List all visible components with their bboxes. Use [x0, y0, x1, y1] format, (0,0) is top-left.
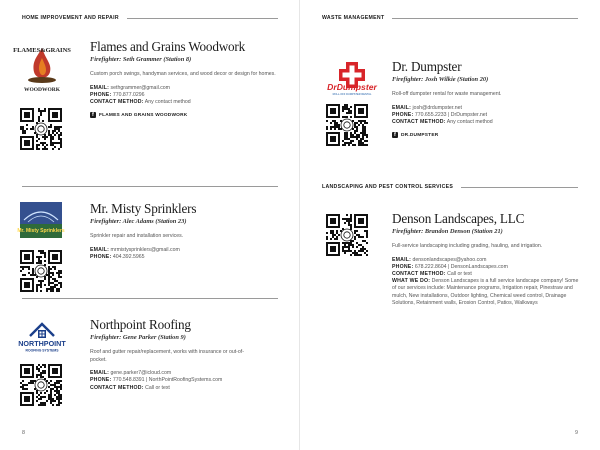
svg-text:ROOFING SYSTEMS: ROOFING SYSTEMS: [25, 348, 59, 353]
email-link[interactable]: mrmistysprinklers@gmail.com: [110, 246, 180, 253]
contact-block: EMAIL: densonlandscapes@yahoo.com PHONE: 678.222.8604 | DensonLandscapes.com CONTACT METHOD: Call or text WHAT WE DO: Denson Landscapes is a full service landscape company! Some of our services include: Maintenance programs, Irrigation repair, Pinestraw and mulch, New installations, Outdoor lighting, Chemical weed control, Drainage Solutions, Retainment walls, Erosion Control, Patios, Walkways: [392, 256, 579, 306]
business-description: Sprinkler repair and installation services.: [90, 233, 184, 239]
entry-divider: [22, 186, 278, 187]
svg-text:NORTHPOINT: NORTHPOINT: [18, 339, 66, 348]
business-description: Roof and gutter repair/replacement, works with insurance or out-of-pocket.: [90, 349, 244, 363]
contact-block: EMAIL: sethgrammer@gmail.com PHONE: 770.877.0296 CONTACT METHOD: Any contact method: [90, 84, 191, 105]
contact-block: EMAIL: josh@drdumpster.net PHONE: 770.655.2233 | DrDumpster.net CONTACT METHOD: Any contact method: [392, 104, 493, 125]
business-name: Denson Landscapes, LLC: [392, 211, 525, 226]
facebook-link[interactable]: f DR.DUMPSTER: [394, 132, 439, 139]
business-name: Dr. Dumpster: [392, 59, 462, 74]
section-header-landscaping: LANDSCAPING AND PEST CONTROL SERVICES: [322, 184, 454, 190]
svg-text:DrDumpster: DrDumpster: [327, 82, 377, 92]
mr-misty-sprinklers-logo: [17, 202, 65, 238]
flames-and-grains-logo: [13, 40, 71, 98]
business-description: Roll-off dumpster rental for waste management.: [392, 91, 502, 97]
email-link[interactable]: josh@drdumpster.net: [412, 104, 462, 111]
qr-code[interactable]: [20, 250, 62, 292]
email-link[interactable]: sethgrammer@gmail.com: [110, 84, 170, 91]
svg-text:Mr. Misty Sprinklers: Mr. Misty Sprinklers: [17, 228, 65, 234]
entry-divider: [22, 298, 278, 299]
dr-dumpster-logo: [324, 60, 380, 96]
facebook-icon: f: [92, 112, 94, 119]
contact-block: EMAIL: gene.parker7@icloud.com PHONE: 770.548.8391 | NorthPointRoofingSystems.com CONTACT METHOD: Call or text: [90, 370, 223, 391]
firefighter-name: Firefighter: Josh Wilkie (Station 20): [392, 76, 489, 83]
firefighter-name: Firefighter: Seth Grammer (Station 8): [90, 56, 192, 63]
what-we-do-text: Denson Landscapes is a full service landscape company! Some of our services include: Maintenance programs, Irrigation repair, Pinestraw and mulch, New installations, Outdoor lighting, Chemical weed control, Drainage Solutions, Retainment walls, Erosion Control, Patios, Walkways: [392, 278, 579, 306]
section-header-home-improvement: HOME IMPROVEMENT AND REPAIR: [22, 15, 119, 21]
section-rule: [461, 187, 578, 188]
phone-number[interactable]: 678.222.8604 | DensonLandscapes.com: [414, 263, 508, 270]
firefighter-name: Firefighter: Gene Parker (Station 9): [90, 334, 186, 341]
qr-code[interactable]: [326, 104, 368, 146]
northpoint-roofing-logo: [18, 318, 66, 356]
phone-number[interactable]: 770.655.2233 | DrDumpster.net: [414, 111, 488, 118]
section-rule: [127, 18, 278, 19]
business-description: Custom porch swings, handyman services, and wood decor or design for homes.: [90, 71, 276, 77]
svg-text:WOODWORK: WOODWORK: [23, 87, 61, 93]
facebook-icon: f: [394, 132, 396, 139]
facebook-link[interactable]: f FLAMES AND GRAINS WOODWORK: [92, 112, 188, 119]
email-link[interactable]: densonlandscapes@yahoo.com: [412, 256, 487, 263]
section-rule: [392, 18, 578, 19]
qr-code[interactable]: [20, 108, 62, 150]
page-number: 8: [22, 430, 25, 436]
business-name: Flames and Grains Woodwork: [90, 39, 246, 54]
svg-text:FLAMES&GRAINS: FLAMES&GRAINS: [13, 47, 71, 54]
right-page: [300, 0, 600, 450]
qr-code[interactable]: [20, 364, 62, 406]
phone-number[interactable]: 404.392.5965: [112, 253, 145, 260]
svg-text:ROLL-OFF DUMPSTER RENTAL: ROLL-OFF DUMPSTER RENTAL: [332, 93, 372, 96]
business-name: Northpoint Roofing: [90, 317, 191, 332]
firefighter-name: Firefighter: Alec Adams (Station 23): [90, 218, 187, 225]
business-name: Mr. Misty Sprinklers: [90, 201, 197, 216]
email-link[interactable]: gene.parker7@icloud.com: [110, 370, 172, 377]
page-number: 9: [575, 430, 578, 436]
section-header-waste-management: WASTE MANAGEMENT: [322, 15, 385, 21]
phone-number[interactable]: 770.877.0296: [112, 91, 145, 98]
phone-number[interactable]: 770.548.8391 | NorthPointRoofingSystems.com: [112, 377, 223, 384]
business-description: Full-service landscaping including grading, hauling, and irrigation.: [392, 243, 543, 249]
contact-block: EMAIL: mrmistysprinklers@gmail.com PHONE: 404.392.5965: [90, 246, 180, 260]
qr-code[interactable]: [326, 214, 368, 256]
firefighter-name: Firefighter: Brandon Denson (Station 21): [392, 228, 503, 235]
